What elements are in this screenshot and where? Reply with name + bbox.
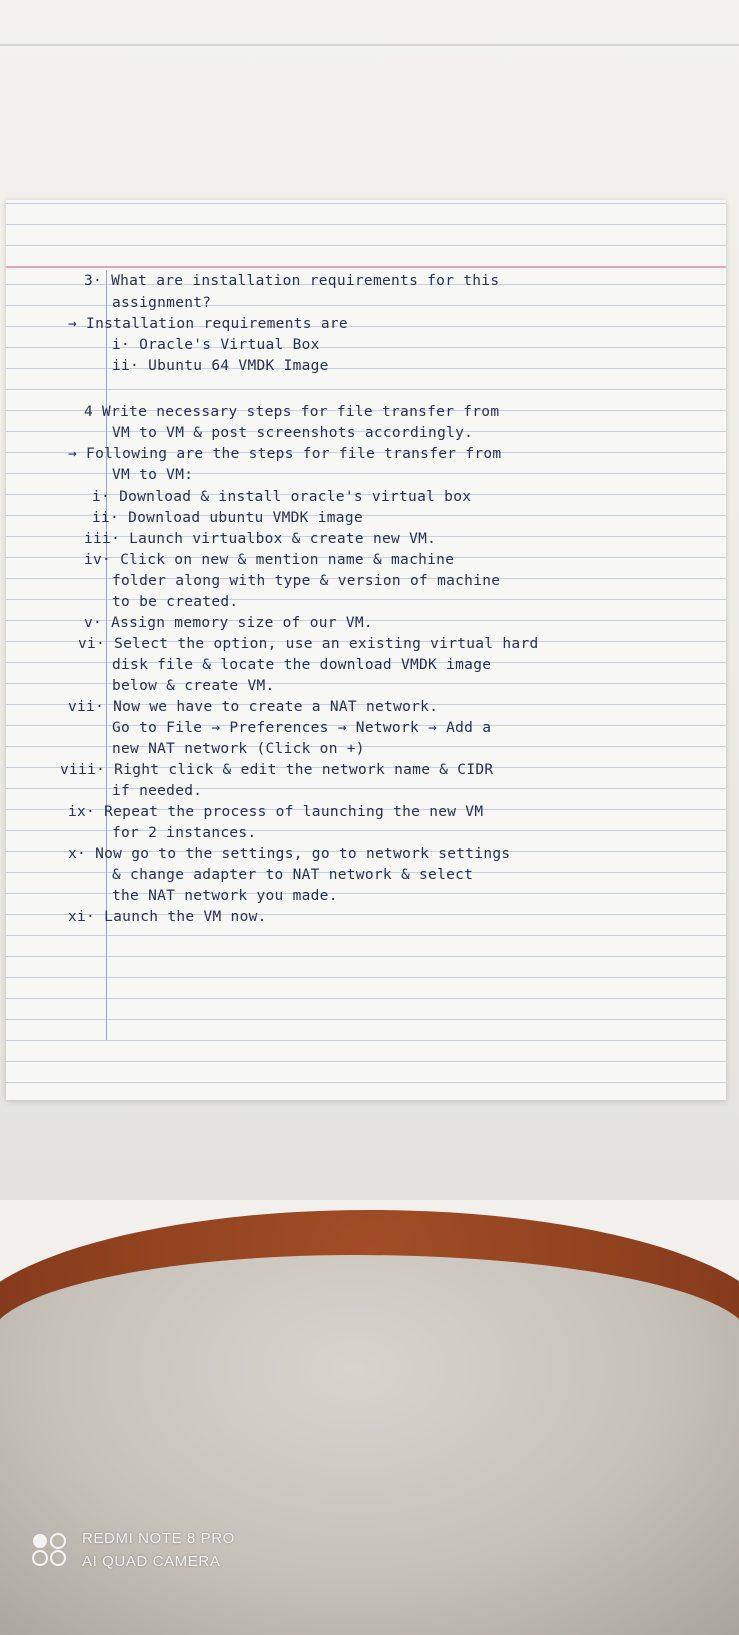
q3-answer-intro: → Installation requirements are — [68, 316, 348, 332]
watermark-model: REDMI NOTE 8 PRO — [82, 1530, 235, 1547]
q3-item-2: ii· Ubuntu 64 VMDK Image — [112, 358, 329, 374]
q4-answer-line-2: VM to VM: — [112, 467, 194, 483]
q3-item-1: i· Oracle's Virtual Box — [112, 337, 320, 353]
q4-question-line-2: VM to VM & post screenshots accordingly. — [112, 425, 474, 441]
q4-step-line: disk file & locate the download VMDK image — [112, 657, 492, 673]
q3-question-line-2: assignment? — [112, 295, 212, 311]
q4-step-line: Go to File → Preferences → Network → Add a — [112, 720, 492, 736]
q4-step-line: vii· Now we have to create a NAT network. — [68, 699, 439, 715]
q4-step-line: folder along with type & version of machine — [112, 573, 501, 589]
q4-answer-line-1: → Following are the steps for file transfer from — [68, 446, 502, 462]
q3-question-line-1: 3· What are installation requirements for this — [84, 273, 500, 289]
q4-step-line: v· Assign memory size of our VM. — [84, 615, 373, 631]
table-edge — [0, 44, 739, 46]
q4-step-line: ii· Download ubuntu VMDK image — [92, 510, 363, 526]
q4-question-line-1: 4 Write necessary steps for file transfer from — [84, 404, 500, 420]
q4-step-line: below & create VM. — [112, 678, 275, 694]
q4-step-line: for 2 instances. — [112, 825, 257, 841]
q4-step-line: to be created. — [112, 594, 239, 610]
q4-step-line: iv· Click on new & mention name & machine — [84, 552, 455, 568]
q4-step-line: & change adapter to NAT network & select — [112, 867, 474, 883]
camera-lens-icon — [30, 1532, 70, 1568]
q4-step-line: viii· Right click & edit the network name & CIDR — [60, 762, 494, 778]
q4-step-line: new NAT network (Click on +) — [112, 741, 365, 757]
q4-step-line: vi· Select the option, use an existing virtual hard — [78, 636, 539, 652]
q4-step-line: i· Download & install oracle's virtual box — [92, 489, 472, 505]
watermark-camera: AI QUAD CAMERA — [82, 1553, 221, 1570]
lap-fabric-beige — [0, 1255, 739, 1635]
q4-step-line: x· Now go to the settings, go to network settings — [68, 846, 511, 862]
notebook-page — [6, 200, 726, 1100]
q4-step-line: xi· Launch the VM now. — [68, 909, 267, 925]
q4-step-line: the NAT network you made. — [112, 888, 338, 904]
q4-step-line: if needed. — [112, 783, 203, 799]
q4-step-line: iii· Launch virtualbox & create new VM. — [84, 531, 437, 547]
q4-step-line: ix· Repeat the process of launching the new VM — [68, 804, 484, 820]
